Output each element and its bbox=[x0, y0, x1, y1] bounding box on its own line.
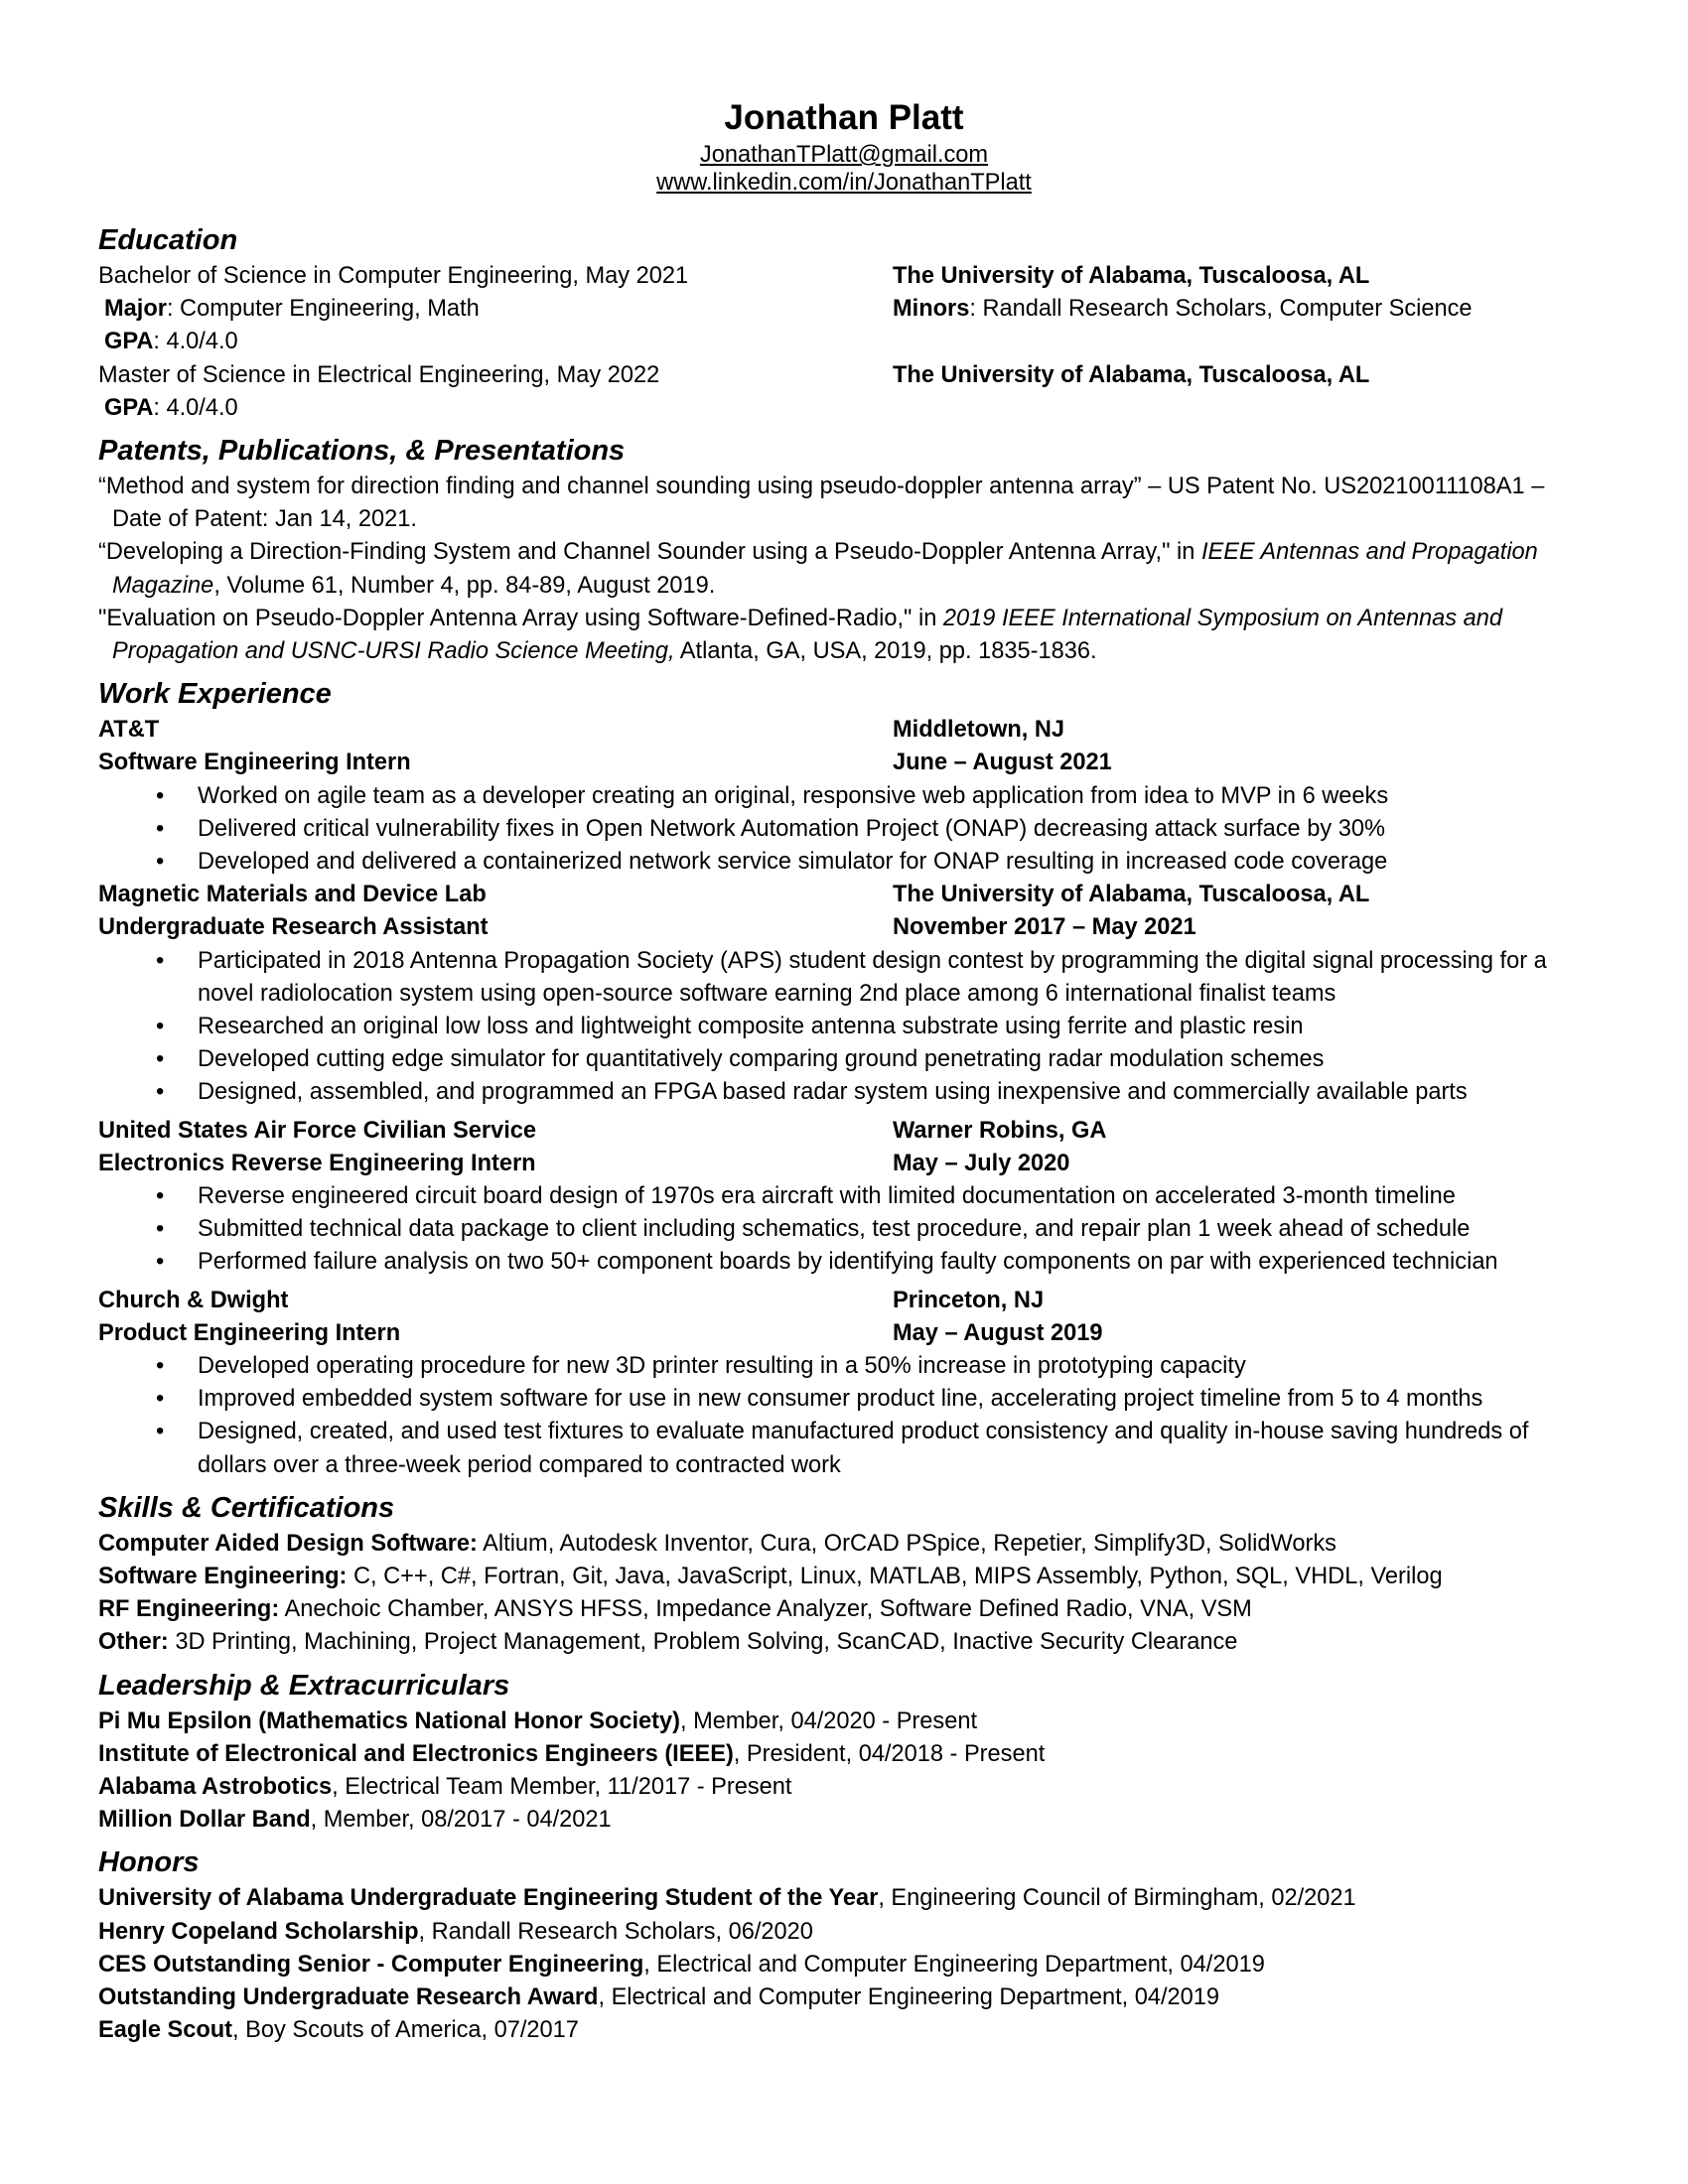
honor-detail: , Electrical and Computer Engineering Department, 04/2019 bbox=[643, 1951, 1265, 1978]
skills-section bbox=[98, 1528, 1598, 1660]
honor-name: Outstanding Undergraduate Research Award bbox=[98, 1983, 599, 2010]
major bbox=[98, 293, 480, 326]
publication-text: , Volume 61, Number 4, pp. 84-89, August 2019. bbox=[213, 572, 716, 599]
bullet-text: Worked on agile team as a developer creating an original, responsive web application from idea to MVP in 6 weeks bbox=[198, 782, 1389, 809]
job-entry bbox=[98, 879, 1598, 1109]
job-bullets bbox=[98, 1180, 1598, 1280]
publication-venue: 2019 IEEE International Symposium on Antennas and Propagation and USNC-URSI Radio Science Meeting, bbox=[112, 605, 1503, 664]
skill-value: C, C++, C#, Fortran, Git, Java, JavaScript, Linux, MATLAB, MIPS Assembly, Python, SQL, VHDL, Verilog bbox=[347, 1563, 1443, 1589]
linkedin-link[interactable]: www.linkedin.com/in/JonathanTPlatt bbox=[656, 170, 1032, 196]
honor-detail: , Boy Scouts of America, 07/2017 bbox=[232, 2017, 579, 2044]
honor-line bbox=[98, 1882, 1598, 1915]
honor-detail: , Electrical and Computer Engineering Department, 04/2019 bbox=[598, 1983, 1220, 2010]
bullet-icon: • bbox=[156, 947, 165, 974]
bullet-icon: • bbox=[156, 1046, 165, 1073]
honor-name: CES Outstanding Senior - Computer Engineering bbox=[98, 1951, 644, 1978]
bullet-icon: • bbox=[156, 848, 165, 875]
leadership-section bbox=[98, 1706, 1598, 1838]
minors-value: : Randall Research Scholars, Computer Science bbox=[969, 296, 1473, 323]
job-org-row bbox=[98, 879, 1598, 911]
bullet-text: Developed cutting edge simulator for quantitatively comparing ground penetrating radar modulation schemes bbox=[198, 1046, 1325, 1073]
education-row bbox=[98, 359, 1598, 392]
job-bullets bbox=[98, 780, 1598, 880]
job-role: Product Engineering Intern bbox=[98, 1319, 401, 1346]
bs-school: The University of Alabama, Tuscaloosa, AL bbox=[893, 263, 1370, 289]
bullet-icon: • bbox=[156, 815, 165, 842]
work-section bbox=[98, 714, 1598, 1482]
job-entry bbox=[98, 1115, 1598, 1280]
education-heading: Education bbox=[98, 224, 238, 256]
bullet-icon: • bbox=[156, 1182, 165, 1209]
publication-item bbox=[98, 536, 1598, 602]
job-role-row bbox=[98, 1148, 1598, 1180]
job-location: Princeton, NJ bbox=[893, 1287, 1045, 1313]
leadership-line bbox=[98, 1738, 1598, 1771]
job-role-row bbox=[98, 911, 1598, 944]
skills-heading: Skills & Certifications bbox=[98, 1491, 395, 1524]
bullet-text: Developed operating procedure for new 3D printer resulting in a 50% increase in prototyping capacity bbox=[198, 1352, 1246, 1379]
job-bullet bbox=[98, 1416, 1598, 1481]
bs-degree: Bachelor of Science in Computer Engineering, May 2021 bbox=[98, 263, 689, 289]
skill-value: Anechoic Chamber, ANSYS HFSS, Impedance Analyzer, Software Defined Radio, VNA, VSM bbox=[279, 1596, 1252, 1623]
skill-line bbox=[98, 1528, 1598, 1561]
job-bullet bbox=[98, 945, 1598, 1011]
bullet-icon: • bbox=[156, 1216, 165, 1243]
honors-heading: Honors bbox=[98, 1846, 200, 1879]
leadership-detail: , Electrical Team Member, 11/2017 - Present bbox=[332, 1773, 792, 1800]
candidate-name: Jonathan Platt bbox=[724, 98, 964, 137]
ms-gpa-value: : 4.0/4.0 bbox=[153, 394, 238, 421]
ms-gpa bbox=[98, 392, 238, 425]
honor-line bbox=[98, 1981, 1598, 2014]
ms-school: The University of Alabama, Tuscaloosa, AL bbox=[893, 361, 1370, 388]
minors-label: Minors bbox=[893, 296, 970, 323]
bullet-icon: • bbox=[156, 1386, 165, 1413]
bullet-icon: • bbox=[156, 782, 165, 809]
ms-gpa-label: GPA bbox=[104, 394, 154, 421]
honor-line bbox=[98, 1949, 1598, 1981]
job-bullet bbox=[98, 1011, 1598, 1043]
job-bullet bbox=[98, 1213, 1598, 1246]
leadership-detail: , Member, 08/2017 - 04/2021 bbox=[310, 1807, 612, 1834]
resume-header bbox=[0, 95, 1688, 197]
job-role-row bbox=[98, 1317, 1598, 1350]
job-dates: May – August 2019 bbox=[893, 1319, 1103, 1346]
honor-line bbox=[98, 2014, 1598, 2047]
job-org-row bbox=[98, 1285, 1598, 1317]
bullet-text: Researched an original low loss and lightweight composite antenna substrate using ferrite and plastic resin bbox=[198, 1013, 1304, 1039]
education-row bbox=[98, 293, 1598, 326]
education-row bbox=[98, 260, 1598, 293]
publication-item bbox=[98, 603, 1598, 668]
minors bbox=[893, 293, 1473, 326]
job-org-row bbox=[98, 1115, 1598, 1148]
education-row bbox=[98, 392, 1598, 425]
leadership-line bbox=[98, 1804, 1598, 1837]
gpa-value: : 4.0/4.0 bbox=[153, 329, 238, 355]
honor-name: Eagle Scout bbox=[98, 2017, 233, 2044]
bullet-icon: • bbox=[156, 1352, 165, 1379]
skill-value: Altium, Autodesk Inventor, Cura, OrCAD PSpice, Repetier, Simplify3D, SolidWorks bbox=[477, 1530, 1336, 1557]
skill-line bbox=[98, 1626, 1598, 1659]
publications-section bbox=[98, 471, 1598, 668]
job-bullet bbox=[98, 846, 1598, 879]
honor-name: University of Alabama Undergraduate Engineering Student of the Year bbox=[98, 1885, 879, 1912]
job-org: AT&T bbox=[98, 717, 160, 744]
job-role: Undergraduate Research Assistant bbox=[98, 914, 489, 941]
publication-text: “Developing a Direction-Finding System and Channel Sounder using a Pseudo-Doppler Antenna Array," in bbox=[98, 539, 1201, 566]
job-bullet bbox=[98, 1383, 1598, 1416]
job-dates: May – July 2020 bbox=[893, 1150, 1070, 1176]
job-bullet bbox=[98, 1043, 1598, 1076]
education-row bbox=[98, 326, 1598, 358]
job-org: United States Air Force Civilian Service bbox=[98, 1117, 537, 1144]
skill-label: Software Engineering: bbox=[98, 1563, 348, 1589]
bullet-text: Improved embedded system software for use in new consumer product line, accelerating project timeline from 5 to 4 months bbox=[198, 1386, 1483, 1413]
publication-text: "Evaluation on Pseudo-Doppler Antenna Array using Software-Defined-Radio," in bbox=[98, 605, 943, 631]
leadership-org: Pi Mu Epsilon (Mathematics National Honor Society) bbox=[98, 1707, 680, 1734]
leadership-detail: , President, 04/2018 - Present bbox=[733, 1740, 1046, 1767]
job-org: Magnetic Materials and Device Lab bbox=[98, 882, 487, 908]
skill-value: 3D Printing, Machining, Project Management, Problem Solving, ScanCAD, Inactive Security Clearance bbox=[168, 1629, 1238, 1656]
job-entry bbox=[98, 714, 1598, 879]
leadership-org: Million Dollar Band bbox=[98, 1807, 311, 1834]
job-location: Warner Robins, GA bbox=[893, 1117, 1107, 1144]
resume-content bbox=[98, 95, 1598, 2047]
job-bullet bbox=[98, 1180, 1598, 1213]
skill-line bbox=[98, 1593, 1598, 1626]
job-role-row bbox=[98, 747, 1598, 779]
email-link[interactable]: JonathanTPlatt@gmail.com bbox=[699, 142, 989, 168]
job-bullet bbox=[98, 780, 1598, 813]
honors-section bbox=[98, 1882, 1598, 2047]
publication-item: “Method and system for direction finding and channel sounding using pseudo-doppler antenna array” – US Patent No. US20210011108A1 – Date of Patent: Jan 14, 2021. bbox=[98, 473, 1545, 533]
job-location: Middletown, NJ bbox=[893, 717, 1065, 744]
job-bullets bbox=[98, 945, 1598, 1110]
job-org: Church & Dwight bbox=[98, 1287, 289, 1313]
bullet-icon: • bbox=[156, 1249, 165, 1276]
major-label: Major bbox=[104, 296, 167, 323]
ms-degree: Master of Science in Electrical Engineering, May 2022 bbox=[98, 361, 660, 388]
bullet-text: Designed, assembled, and programmed an FPGA based radar system using inexpensive and commercially available parts bbox=[198, 1079, 1468, 1106]
education-section bbox=[98, 260, 1598, 425]
job-bullets bbox=[98, 1350, 1598, 1482]
honor-detail: , Randall Research Scholars, 06/2020 bbox=[418, 1918, 813, 1945]
leadership-line bbox=[98, 1706, 1598, 1738]
publication-venue: IEEE Antennas and Propagation Magazine bbox=[112, 539, 1538, 599]
publication-text: Atlanta, GA, USA, 2019, pp. 1835-1836. bbox=[674, 637, 1097, 664]
gpa bbox=[98, 326, 238, 358]
job-role: Electronics Reverse Engineering Intern bbox=[98, 1150, 536, 1176]
bullet-text: Participated in 2018 Antenna Propagation Society (APS) student design contest by programming the digital signal processing for a novel radiolocation system using open-source software earning 2nd place among 6 international finalist teams bbox=[198, 947, 1547, 1007]
job-bullet bbox=[98, 1076, 1598, 1109]
skill-label: Computer Aided Design Software: bbox=[98, 1530, 478, 1557]
honor-line bbox=[98, 1916, 1598, 1949]
job-bullet bbox=[98, 1246, 1598, 1279]
bullet-icon: • bbox=[156, 1419, 165, 1445]
job-dates: June – August 2021 bbox=[893, 750, 1112, 776]
bullet-icon: • bbox=[156, 1013, 165, 1039]
bullet-icon: • bbox=[156, 1079, 165, 1106]
work-heading: Work Experience bbox=[98, 678, 332, 711]
skill-label: RF Engineering: bbox=[98, 1596, 280, 1623]
leadership-line bbox=[98, 1771, 1598, 1804]
bullet-text: Reverse engineered circuit board design of 1970s era aircraft with limited documentation on accelerated 3-month timeline bbox=[198, 1182, 1456, 1209]
honor-detail: , Engineering Council of Birmingham, 02/2021 bbox=[878, 1885, 1356, 1912]
gpa-label: GPA bbox=[104, 329, 154, 355]
bullet-text: Designed, created, and used test fixtures to evaluate manufactured product consistency and quality in-house saving hundreds of dollars over a three-week period compared to contracted work bbox=[198, 1419, 1529, 1478]
job-bullet bbox=[98, 813, 1598, 846]
leadership-heading: Leadership & Extracurriculars bbox=[98, 1669, 510, 1702]
bullet-text: Submitted technical data package to client including schematics, test procedure, and repair plan 1 week ahead of schedule bbox=[198, 1216, 1471, 1243]
job-bullet bbox=[98, 1350, 1598, 1383]
leadership-org: Alabama Astrobotics bbox=[98, 1773, 333, 1800]
bullet-text: Delivered critical vulnerability fixes in Open Network Automation Project (ONAP) decreasing attack surface by 30% bbox=[198, 815, 1385, 842]
job-dates: November 2017 – May 2021 bbox=[893, 914, 1196, 941]
bullet-text: Developed and delivered a containerized network service simulator for ONAP resulting in increased code coverage bbox=[198, 848, 1388, 875]
job-org-row bbox=[98, 714, 1598, 747]
major-value: : Computer Engineering, Math bbox=[166, 296, 480, 323]
honor-name: Henry Copeland Scholarship bbox=[98, 1918, 419, 1945]
skill-line bbox=[98, 1561, 1598, 1593]
publications-heading: Patents, Publications, & Presentations bbox=[98, 434, 626, 467]
leadership-org: Institute of Electronical and Electronics Engineers (IEEE) bbox=[98, 1740, 734, 1767]
leadership-detail: , Member, 04/2020 - Present bbox=[680, 1707, 978, 1734]
job-role: Software Engineering Intern bbox=[98, 750, 411, 776]
job-entry bbox=[98, 1285, 1598, 1482]
job-location: The University of Alabama, Tuscaloosa, AL bbox=[893, 882, 1370, 908]
skill-label: Other: bbox=[98, 1629, 169, 1656]
bullet-text: Performed failure analysis on two 50+ component boards by identifying faulty components on par with experienced technician bbox=[198, 1249, 1498, 1276]
